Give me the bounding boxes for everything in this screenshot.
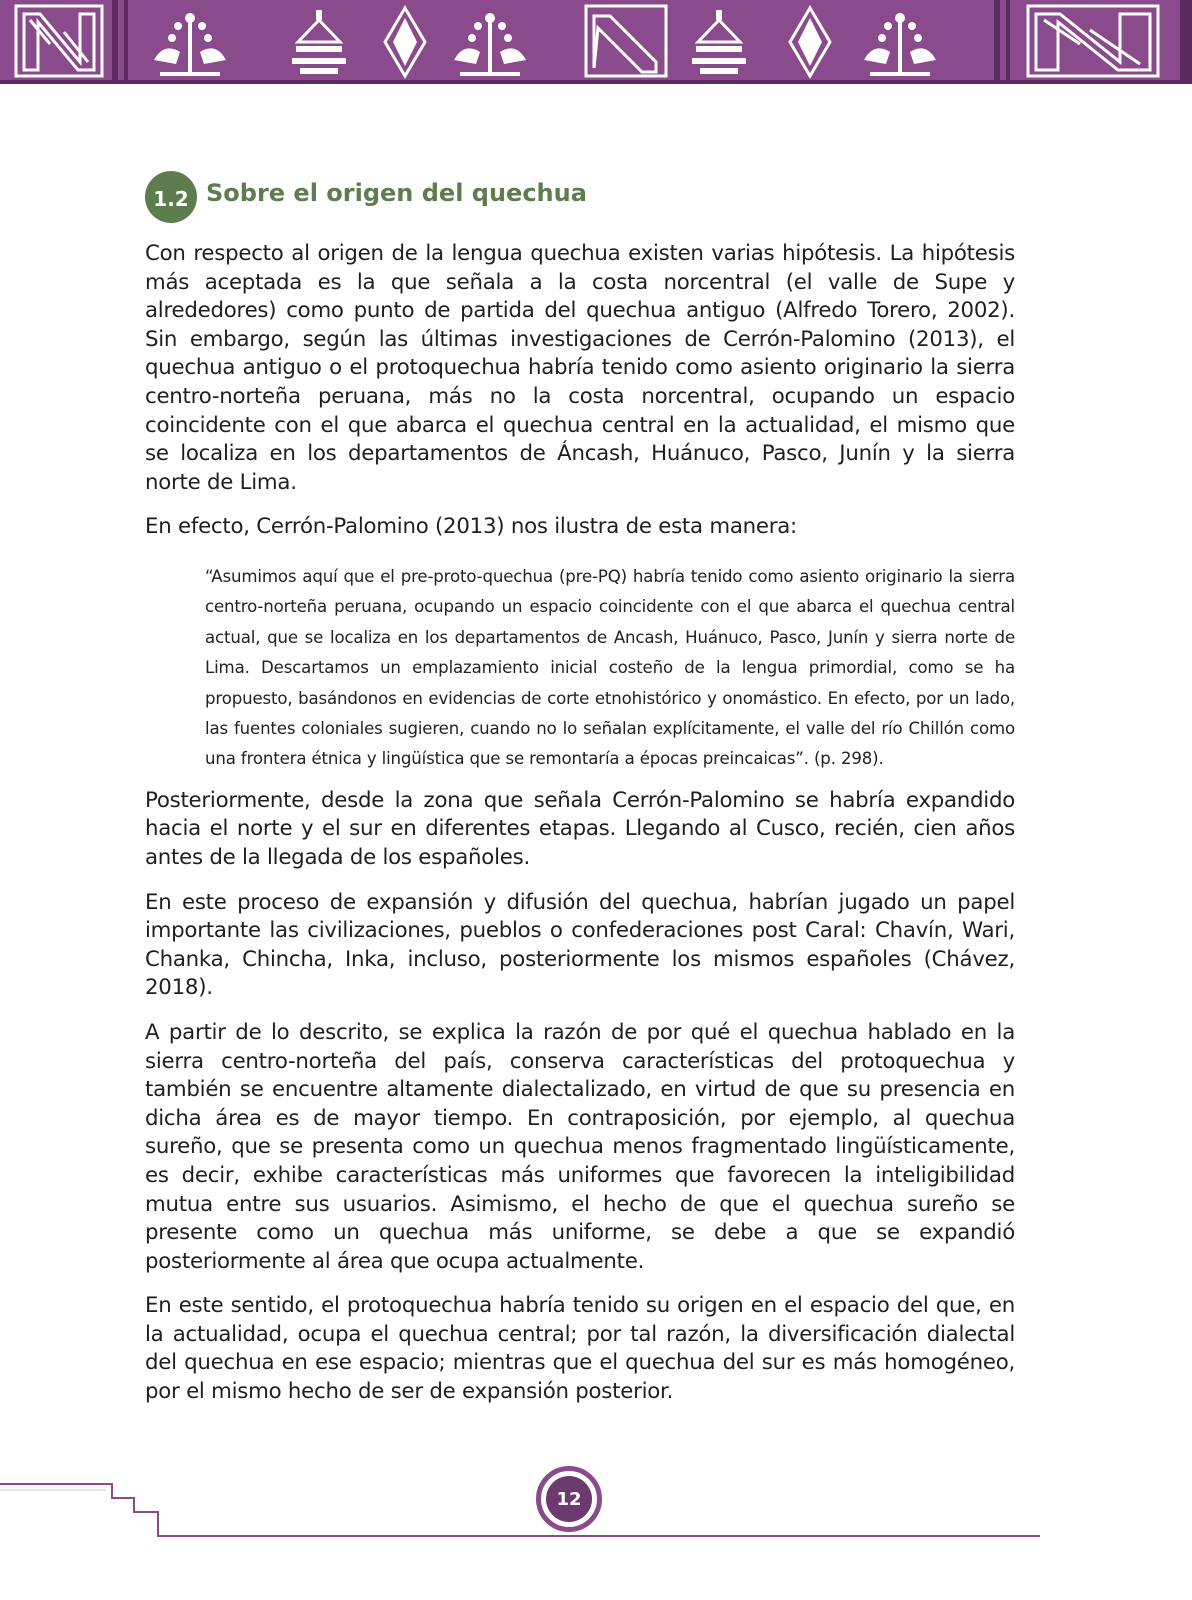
- paragraph: En este sentido, el protoquechua habría tenido su origen en el espacio del que, en la actualidad, ocupa el quechua central; por tal razón, la diversificación dialectal del quechua en ese espacio; mientras que el quechua del sur es más homogéneo, por el mismo hecho de ser de expansión posterior.: [145, 1293, 1015, 1405]
- paragraph: Posteriormente, desde la zona que señala Cerrón-Palomino se habría expandido hacia el norte y el sur en diferentes etapas. Llegando al Cusco, recién, cien años antes de la llegada de los españoles.: [145, 787, 1015, 870]
- section-heading: [145, 171, 587, 223]
- block-quote: “Asumimos aquí que el pre-proto-quechua (pre-PQ) habría tenido como asiento originario la sierra centro-norteña peruana, ocupando un espacio coincidente con el que abarca el quechua central actual, que se localiza en los departamentos de Ancash, Huánuco, Pasco, Junín y sierra norte de Lima. Descartamos un emplazamiento inicial costeño de la lengua primordial, como se ha propuesto, basándonos en evidencias de corte etnohistórico y onomástico. En efecto, por un lado, las fuentes coloniales sugieren, cuando no lo señalan explícitamente, el valle del río Chillón como una frontera étnica y lingüística que se remontaría a épocas preincaicas”. (p. 298).: [205, 566, 1015, 769]
- paragraph-quote-intro: En efecto, Cerrón-Palomino (2013) nos ilustra de esta manera:: [145, 514, 797, 540]
- page-number: 12: [546, 1476, 592, 1522]
- paragraph: Con respecto al origen de la lengua quechua existen varias hipótesis. La hipótesis más aceptada es la que señala a la costa norcentral (el valle de Supe y alrededores) como punto de partida del quechua antiguo (Alfredo Torero, 2002). Sin embargo, según las últimas investigaciones de Cerrón-Palomino (2013), el quechua antiguo o el protoquechua habría tenido como asiento originario la sierra centro-norteña peruana, más no la costa norcentral, ocupando un espacio coincidente con el que abarca el quechua central en la actualidad, el mismo que se localiza en los departamentos de Áncash, Huánuco, Pasco, Junín y la sierra norte de Lima.: [145, 241, 1015, 495]
- document-body: [145, 240, 1015, 1423]
- paragraph: A partir de lo descrito, se explica la razón de por qué el quechua hablado en la sierra centro-norteña del país, conserva características del protoquechua y también se encuentre altamente dialectalizado, en virtud de que su presencia en dicha área es de mayor tiempo. En contraposición, por ejemplo, al quechua sureño, que se presenta como un quechua menos fragmentado lingüísticamente, es decir, exhibe características más uniformes que favorecen la inteligibilidad mutua entre sus usuarios. Asimismo, el hecho de que el quechua sureño se presente como un quechua más uniforme, se debe a que se expandió posteriormente al área que ocupa actualmente.: [145, 1019, 1015, 1274]
- section-title: Sobre el origen del quechua: [206, 179, 587, 207]
- section-number-badge: 1.2: [145, 171, 197, 223]
- paragraph: En este proceso de expansión y difusión del quechua, habrían jugado un papel importante las civilizaciones, pueblos o confederaciones post Caral: Chavín, Wari, Chanka, Chincha, Inka, incluso, posteriormente los mismos españoles (Chávez, 2018).: [145, 889, 1015, 1001]
- header-ornament-band: [0, 0, 1192, 84]
- page-number-badge: [536, 1466, 602, 1532]
